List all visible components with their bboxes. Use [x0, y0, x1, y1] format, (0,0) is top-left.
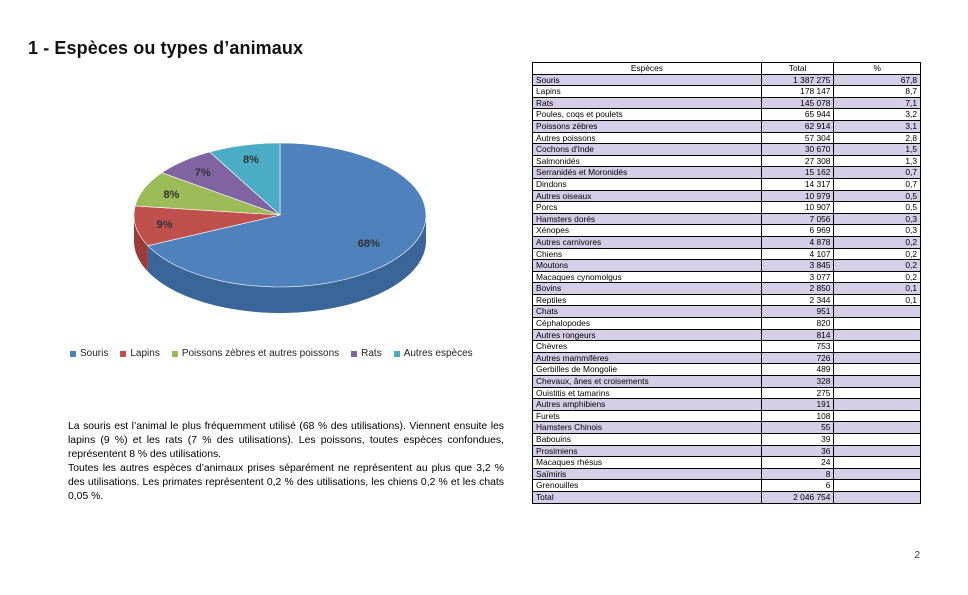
- table-row: [533, 468, 921, 480]
- table-row: [533, 178, 921, 190]
- cell-pct: 0,7: [834, 167, 921, 179]
- cell-pct: [834, 329, 921, 341]
- cell-total: 275: [761, 387, 834, 399]
- cell-pct: 0,5: [834, 202, 921, 214]
- cell-total: 2 344: [761, 294, 834, 306]
- legend-label: Lapins: [130, 348, 160, 359]
- cell-pct: 0,3: [834, 213, 921, 225]
- cell-pct: [834, 480, 921, 492]
- table-row: [533, 399, 921, 411]
- cell-espece: Hamsters dorés: [533, 213, 762, 225]
- paragraph-2: Toutes les autres espèces d’animaux prises séparément ne représentent au plus que 3,2 % des utilisations. Les primates représentent 0,2 % des utilisations, les chiens 0,2 % et les chats 0,05 %.: [68, 463, 504, 502]
- table-row: [533, 306, 921, 318]
- legend-swatch: [120, 351, 126, 357]
- cell-pct: 0,7: [834, 178, 921, 190]
- cell-total: 30 670: [761, 144, 834, 156]
- cell-pct: [834, 318, 921, 330]
- cell-total: 39: [761, 434, 834, 446]
- cell-espece: Bovins: [533, 283, 762, 295]
- page-number: 2: [914, 550, 920, 561]
- cell-espece: Babouins: [533, 434, 762, 446]
- cell-pct: 3,2: [834, 109, 921, 121]
- cell-pct: 1,5: [834, 144, 921, 156]
- cell-pct: 1,3: [834, 155, 921, 167]
- table-header-row: [533, 63, 921, 75]
- cell-pct: [834, 410, 921, 422]
- cell-pct: 2,8: [834, 132, 921, 144]
- pie-tops: [134, 143, 426, 287]
- cell-total: 2 850: [761, 283, 834, 295]
- legend-swatch: [70, 351, 76, 357]
- cell-pct: [834, 422, 921, 434]
- legend-swatch: [172, 351, 178, 357]
- table-row: [533, 86, 921, 98]
- cell-total: 328: [761, 376, 834, 388]
- cell-total: 489: [761, 364, 834, 376]
- cell-total: 15 162: [761, 167, 834, 179]
- cell-total: 57 304: [761, 132, 834, 144]
- table-row: [533, 341, 921, 353]
- cell-espece: Autres mammifères: [533, 352, 762, 364]
- cell-espece: Autres carnivores: [533, 236, 762, 248]
- cell-espece: Céphalopodes: [533, 318, 762, 330]
- cell-total: 726: [761, 352, 834, 364]
- legend-item: [351, 348, 382, 359]
- cell-espece: Rats: [533, 97, 762, 109]
- cell-pct: [834, 491, 921, 503]
- table-row: [533, 445, 921, 457]
- table-row: [533, 457, 921, 469]
- cell-espece: Hamsters Chinois: [533, 422, 762, 434]
- cell-total: 8: [761, 468, 834, 480]
- cell-pct: [834, 387, 921, 399]
- cell-espece: Macaques cynomolgus: [533, 271, 762, 283]
- table-row: [533, 318, 921, 330]
- cell-pct: [834, 364, 921, 376]
- cell-espece: Serranidés et Moronidés: [533, 167, 762, 179]
- table-row: [533, 167, 921, 179]
- table-row: [533, 120, 921, 132]
- table-row: [533, 387, 921, 399]
- cell-total: 753: [761, 341, 834, 353]
- legend-label: Poissons zèbres et autres poissons: [181, 348, 340, 359]
- table-row: [533, 364, 921, 376]
- pie-chart: [60, 130, 480, 340]
- cell-pct: 0,1: [834, 283, 921, 295]
- legend-label: Souris: [80, 348, 109, 359]
- table-row: [533, 144, 921, 156]
- table-row: [533, 294, 921, 306]
- cell-espece: Gerbilles de Mongolie: [533, 364, 762, 376]
- cell-pct: [834, 306, 921, 318]
- cell-pct: [834, 376, 921, 388]
- cell-total: 24: [761, 457, 834, 469]
- table-row: [533, 202, 921, 214]
- table-row: [533, 271, 921, 283]
- table-row: [533, 213, 921, 225]
- table-row: [533, 410, 921, 422]
- cell-total: 6 969: [761, 225, 834, 237]
- species-table: [532, 62, 921, 504]
- table-row: [533, 376, 921, 388]
- cell-pct: 8,7: [834, 86, 921, 98]
- cell-pct: 3,1: [834, 120, 921, 132]
- cell-espece: Autres amphibiens: [533, 399, 762, 411]
- table-row: [533, 329, 921, 341]
- cell-total: 191: [761, 399, 834, 411]
- cell-espece: Xénopes: [533, 225, 762, 237]
- cell-total: 2 046 754: [761, 491, 834, 503]
- cell-pct: [834, 399, 921, 411]
- cell-espece: Macaques rhésus: [533, 457, 762, 469]
- cell-pct: [834, 457, 921, 469]
- cell-espece: Saïmiris: [533, 468, 762, 480]
- cell-total: 108: [761, 410, 834, 422]
- cell-total: 10 907: [761, 202, 834, 214]
- cell-pct: 0,2: [834, 271, 921, 283]
- cell-pct: [834, 445, 921, 457]
- body-text: [68, 420, 504, 504]
- cell-total: 3 077: [761, 271, 834, 283]
- cell-espece: Autres poissons: [533, 132, 762, 144]
- cell-pct: [834, 468, 921, 480]
- cell-espece: Chevaux, ânes et croisements: [533, 376, 762, 388]
- cell-espece: Ouistitis et tamarins: [533, 387, 762, 399]
- cell-pct: 67,8: [834, 74, 921, 86]
- cell-espece: Poules, coqs et poulets: [533, 109, 762, 121]
- cell-pct: 7,1: [834, 97, 921, 109]
- cell-espece: Grenouilles: [533, 480, 762, 492]
- table-row: [533, 434, 921, 446]
- table-row: [533, 132, 921, 144]
- table-row: [533, 352, 921, 364]
- header-total: Total: [761, 63, 834, 75]
- cell-espece: Autres rongeurs: [533, 329, 762, 341]
- cell-total: 814: [761, 329, 834, 341]
- cell-total: 65 944: [761, 109, 834, 121]
- cell-total: 36: [761, 445, 834, 457]
- cell-espece: Chats: [533, 306, 762, 318]
- cell-total: 951: [761, 306, 834, 318]
- cell-espece: Dindons: [533, 178, 762, 190]
- cell-espece: Chèvres: [533, 341, 762, 353]
- cell-pct: 0,2: [834, 236, 921, 248]
- cell-total: 820: [761, 318, 834, 330]
- cell-pct: 0,1: [834, 294, 921, 306]
- cell-total: 7 056: [761, 213, 834, 225]
- cell-total: 1 387 275: [761, 74, 834, 86]
- cell-espece: Lapins: [533, 86, 762, 98]
- pie-data-label: 7%: [194, 166, 211, 179]
- cell-total: 55: [761, 422, 834, 434]
- table-row: [533, 480, 921, 492]
- pie-data-label: 8%: [242, 154, 259, 167]
- table-row: [533, 190, 921, 202]
- legend-swatch: [394, 351, 400, 357]
- cell-espece: Salmonidés: [533, 155, 762, 167]
- cell-total: 27 308: [761, 155, 834, 167]
- cell-total: 3 845: [761, 260, 834, 272]
- legend-item: [394, 348, 473, 359]
- cell-total: 178 147: [761, 86, 834, 98]
- table-row: [533, 236, 921, 248]
- paragraph-1: La souris est l’animal le plus fréquemment utilisé (68 % des utilisations). Viennent ensuite les lapins (9 %) et les rats (7 % des utilisations). Les poissons, toutes espèces confondues, représentent 8 % des utilisations.: [68, 421, 504, 460]
- header-pct: %: [834, 63, 921, 75]
- cell-pct: [834, 341, 921, 353]
- legend-item: [172, 348, 339, 359]
- header-especes: Espèces: [533, 63, 762, 75]
- table-row: [533, 155, 921, 167]
- legend-item: [70, 348, 108, 359]
- cell-espece: Autres oiseaux: [533, 190, 762, 202]
- cell-espece: Prosimiens: [533, 445, 762, 457]
- cell-pct: [834, 352, 921, 364]
- cell-pct: 0,3: [834, 225, 921, 237]
- legend-swatch: [351, 351, 357, 357]
- cell-pct: 0,2: [834, 248, 921, 260]
- cell-pct: [834, 434, 921, 446]
- cell-espece: Reptiles: [533, 294, 762, 306]
- legend-item: [120, 348, 159, 359]
- table-row: [533, 248, 921, 260]
- cell-espece: Poissons zèbres: [533, 120, 762, 132]
- table-row: [533, 225, 921, 237]
- table-row: [533, 109, 921, 121]
- pie-data-label: 68%: [357, 237, 380, 250]
- cell-espece: Cochons d'Inde: [533, 144, 762, 156]
- legend-label: Rats: [361, 348, 382, 359]
- cell-total: 6: [761, 480, 834, 492]
- table-row: [533, 283, 921, 295]
- pie-data-label: 8%: [163, 188, 180, 201]
- table-row: [533, 260, 921, 272]
- table-row: [533, 74, 921, 86]
- cell-total: 14 317: [761, 178, 834, 190]
- cell-total: 4 878: [761, 236, 834, 248]
- cell-total: 10 979: [761, 190, 834, 202]
- cell-espece: Chiens: [533, 248, 762, 260]
- cell-espece: Total: [533, 491, 762, 503]
- cell-espece: Moutons: [533, 260, 762, 272]
- table-row: [533, 97, 921, 109]
- cell-pct: 0,2: [834, 260, 921, 272]
- pie-data-label: 9%: [156, 219, 173, 232]
- legend-label: Autres espèces: [403, 348, 473, 359]
- cell-espece: Souris: [533, 74, 762, 86]
- cell-total: 62 914: [761, 120, 834, 132]
- page-title: 1 - Espèces ou types d’animaux: [28, 38, 304, 58]
- table-total-row: [533, 491, 921, 503]
- cell-total: 4 107: [761, 248, 834, 260]
- cell-espece: Porcs: [533, 202, 762, 214]
- cell-pct: 0,5: [834, 190, 921, 202]
- chart-legend: [70, 348, 473, 359]
- table-row: [533, 422, 921, 434]
- cell-espece: Furets: [533, 410, 762, 422]
- cell-total: 145 078: [761, 97, 834, 109]
